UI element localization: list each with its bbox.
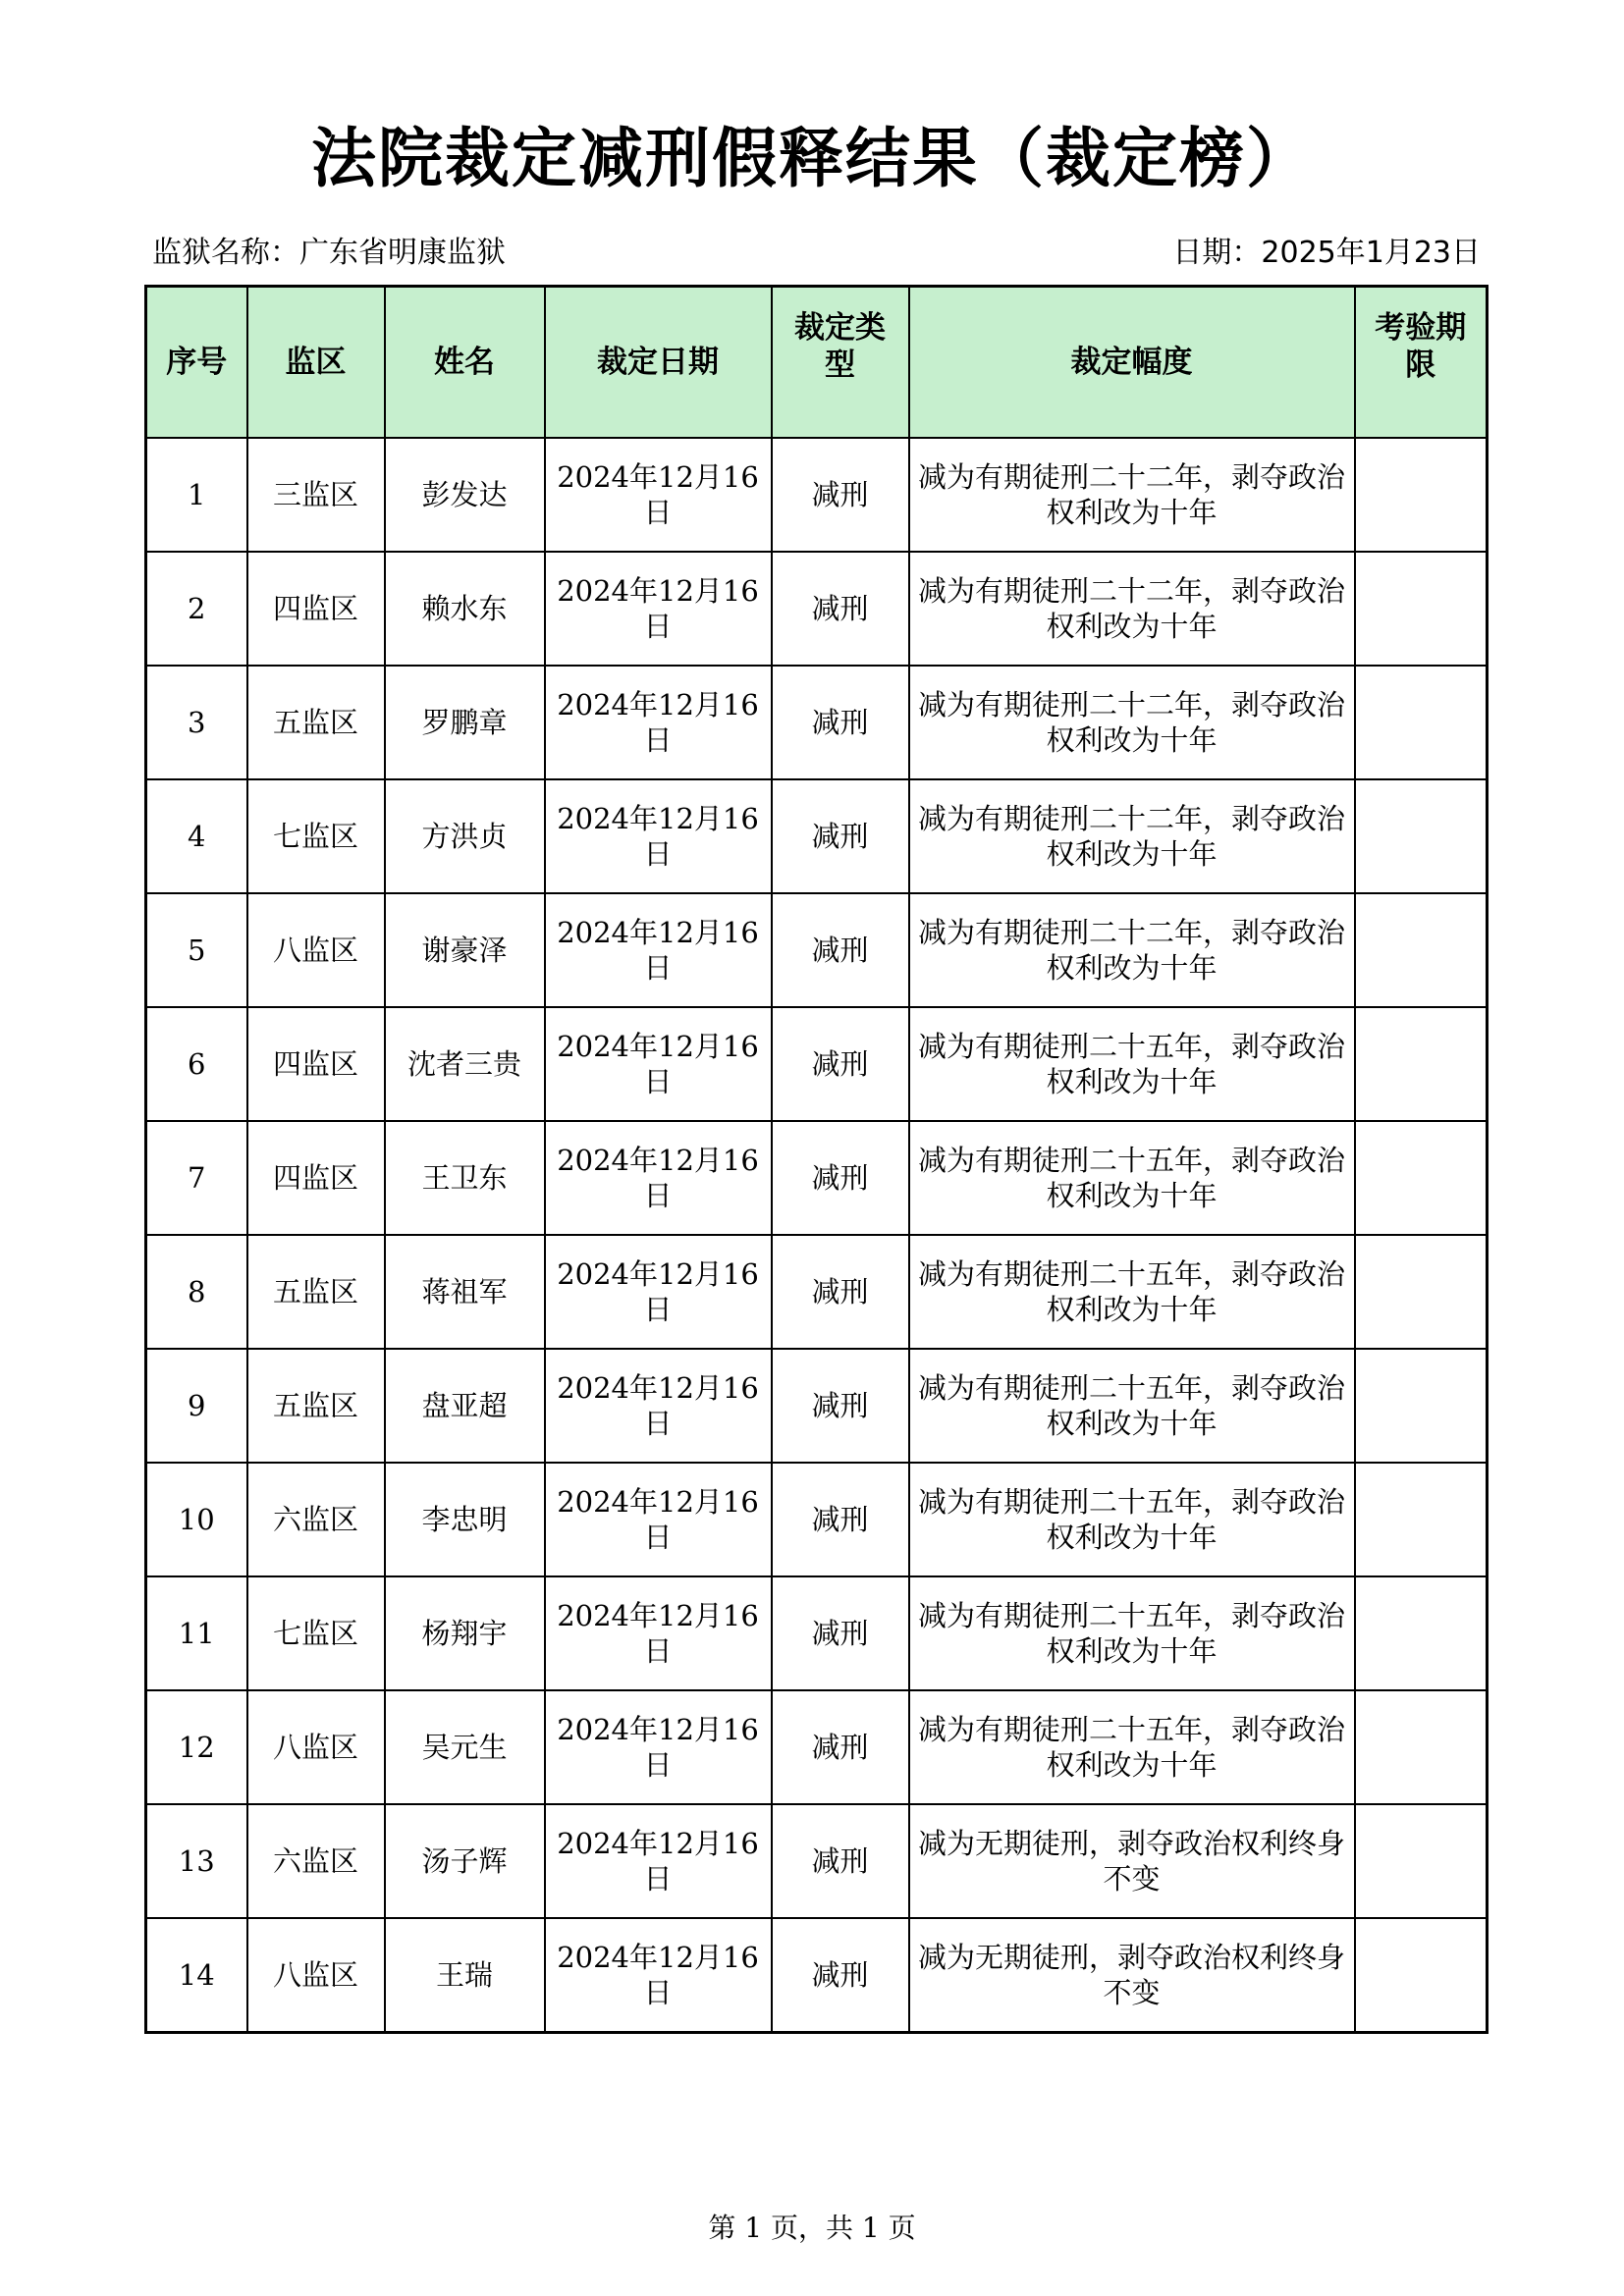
cell-date: 2024年12月16日 [545, 893, 772, 1007]
table-row [146, 1007, 1488, 1121]
cell-area: 四监区 [247, 552, 385, 666]
cell-date: 2024年12月16日 [545, 1121, 772, 1235]
table-row [146, 1121, 1488, 1235]
header-area: 监区 [247, 287, 385, 439]
cell-range: 减为有期徒刑二十二年，剥夺政治权利改为十年 [909, 438, 1355, 552]
table-row [146, 893, 1488, 1007]
announcement-date: 日期：2025年1月23日 [1172, 236, 1481, 270]
cell-seq: 6 [146, 1007, 247, 1121]
cell-seq: 8 [146, 1235, 247, 1349]
cell-type: 减刑 [772, 1690, 909, 1804]
cell-seq: 5 [146, 893, 247, 1007]
cell-probation [1355, 1576, 1488, 1690]
cell-probation [1355, 438, 1488, 552]
cell-area: 六监区 [247, 1804, 385, 1918]
cell-date: 2024年12月16日 [545, 1576, 772, 1690]
cell-probation [1355, 779, 1488, 893]
table-row [146, 1349, 1488, 1463]
cell-name: 沈者三贵 [385, 1007, 545, 1121]
cell-area: 三监区 [247, 438, 385, 552]
cell-name: 吴元生 [385, 1690, 545, 1804]
cell-name: 方洪贞 [385, 779, 545, 893]
cell-name: 盘亚超 [385, 1349, 545, 1463]
table-row [146, 438, 1488, 552]
cell-range: 减为有期徒刑二十二年，剥夺政治权利改为十年 [909, 666, 1355, 779]
cell-area: 六监区 [247, 1463, 385, 1576]
table-row [146, 1235, 1488, 1349]
cell-type: 减刑 [772, 552, 909, 666]
cell-range: 减为有期徒刑二十五年，剥夺政治权利改为十年 [909, 1235, 1355, 1349]
header-name: 姓名 [385, 287, 545, 439]
cell-range: 减为有期徒刑二十五年，剥夺政治权利改为十年 [909, 1690, 1355, 1804]
cell-area: 七监区 [247, 1576, 385, 1690]
prison-name: 监狱名称：广东省明康监狱 [152, 236, 506, 270]
cell-range: 减为有期徒刑二十五年，剥夺政治权利改为十年 [909, 1349, 1355, 1463]
cell-seq: 13 [146, 1804, 247, 1918]
cell-probation [1355, 552, 1488, 666]
table-row [146, 1804, 1488, 1918]
cell-range: 减为有期徒刑二十二年，剥夺政治权利改为十年 [909, 893, 1355, 1007]
table-row [146, 666, 1488, 779]
cell-name: 王卫东 [385, 1121, 545, 1235]
header-range: 裁定幅度 [909, 287, 1355, 439]
cell-probation [1355, 893, 1488, 1007]
cell-type: 减刑 [772, 1121, 909, 1235]
cell-date: 2024年12月16日 [545, 1690, 772, 1804]
cell-probation [1355, 1918, 1488, 2033]
cell-name: 赖水东 [385, 552, 545, 666]
table-row [146, 1918, 1488, 2033]
header-seq: 序号 [146, 287, 247, 439]
cell-area: 七监区 [247, 779, 385, 893]
cell-range: 减为有期徒刑二十五年，剥夺政治权利改为十年 [909, 1463, 1355, 1576]
cell-probation [1355, 1007, 1488, 1121]
cell-area: 四监区 [247, 1007, 385, 1121]
cell-seq: 11 [146, 1576, 247, 1690]
header-date: 裁定日期 [545, 287, 772, 439]
cell-area: 五监区 [247, 1235, 385, 1349]
table-row [146, 552, 1488, 666]
cell-type: 减刑 [772, 438, 909, 552]
cell-type: 减刑 [772, 1463, 909, 1576]
cell-date: 2024年12月16日 [545, 1235, 772, 1349]
cell-range: 减为有期徒刑二十五年，剥夺政治权利改为十年 [909, 1121, 1355, 1235]
cell-date: 2024年12月16日 [545, 438, 772, 552]
cell-type: 减刑 [772, 1007, 909, 1121]
cell-probation [1355, 1804, 1488, 1918]
cell-name: 杨翔宇 [385, 1576, 545, 1690]
header-probation: 考验期 限 [1355, 287, 1488, 439]
cell-seq: 12 [146, 1690, 247, 1804]
cell-probation [1355, 1235, 1488, 1349]
cell-range: 减为有期徒刑二十五年，剥夺政治权利改为十年 [909, 1007, 1355, 1121]
cell-type: 减刑 [772, 1576, 909, 1690]
cell-type: 减刑 [772, 1804, 909, 1918]
cell-area: 八监区 [247, 1690, 385, 1804]
cell-name: 彭发达 [385, 438, 545, 552]
cell-date: 2024年12月16日 [545, 552, 772, 666]
cell-date: 2024年12月16日 [545, 1007, 772, 1121]
cell-range: 减为无期徒刑，剥夺政治权利终身不变 [909, 1804, 1355, 1918]
cell-seq: 7 [146, 1121, 247, 1235]
cell-type: 减刑 [772, 1235, 909, 1349]
header-row [146, 287, 1488, 439]
cell-date: 2024年12月16日 [545, 1349, 772, 1463]
header-type: 裁定类 型 [772, 287, 909, 439]
cell-probation [1355, 1463, 1488, 1576]
cell-name: 罗鹏章 [385, 666, 545, 779]
cell-range: 减为有期徒刑二十二年，剥夺政治权利改为十年 [909, 552, 1355, 666]
cell-type: 减刑 [772, 779, 909, 893]
cell-type: 减刑 [772, 666, 909, 779]
cell-name: 谢豪泽 [385, 893, 545, 1007]
cell-range: 减为有期徒刑二十二年，剥夺政治权利改为十年 [909, 779, 1355, 893]
cell-name: 蒋祖军 [385, 1235, 545, 1349]
cell-date: 2024年12月16日 [545, 779, 772, 893]
cell-probation [1355, 1121, 1488, 1235]
cell-date: 2024年12月16日 [545, 666, 772, 779]
cell-seq: 10 [146, 1463, 247, 1576]
cell-range: 减为无期徒刑，剥夺政治权利终身不变 [909, 1918, 1355, 2033]
cell-date: 2024年12月16日 [545, 1918, 772, 2033]
cell-probation [1355, 1690, 1488, 1804]
cell-seq: 9 [146, 1349, 247, 1463]
page-footer: 第 1 页，共 1 页 [708, 2212, 916, 2244]
cell-name: 汤子辉 [385, 1804, 545, 1918]
cell-date: 2024年12月16日 [545, 1804, 772, 1918]
cell-probation [1355, 666, 1488, 779]
cell-area: 五监区 [247, 1349, 385, 1463]
ruling-table [144, 285, 1489, 2034]
cell-area: 五监区 [247, 666, 385, 779]
cell-area: 八监区 [247, 1918, 385, 2033]
cell-name: 王瑞 [385, 1918, 545, 2033]
table-row [146, 1463, 1488, 1576]
cell-range: 减为有期徒刑二十五年，剥夺政治权利改为十年 [909, 1576, 1355, 1690]
table-row [146, 779, 1488, 893]
table-row [146, 1576, 1488, 1690]
cell-seq: 2 [146, 552, 247, 666]
cell-type: 减刑 [772, 893, 909, 1007]
cell-seq: 3 [146, 666, 247, 779]
cell-date: 2024年12月16日 [545, 1463, 772, 1576]
page-title: 法院裁定减刑假释结果（裁定榜） [311, 121, 1313, 196]
cell-name: 李忠明 [385, 1463, 545, 1576]
cell-seq: 14 [146, 1918, 247, 2033]
cell-area: 四监区 [247, 1121, 385, 1235]
cell-probation [1355, 1349, 1488, 1463]
cell-seq: 1 [146, 438, 247, 552]
cell-seq: 4 [146, 779, 247, 893]
cell-type: 减刑 [772, 1349, 909, 1463]
table-row [146, 1690, 1488, 1804]
cell-area: 八监区 [247, 893, 385, 1007]
cell-type: 减刑 [772, 1918, 909, 2033]
